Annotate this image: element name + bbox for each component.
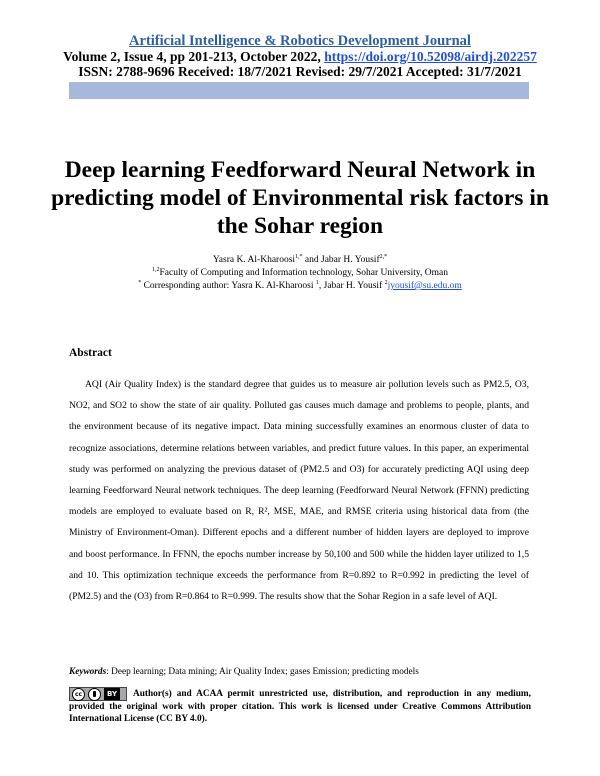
attribution-icon [88,688,101,701]
corr-sup-2: 2 [384,279,388,286]
issn-line: ISSN: 2788-9696 Received: 18/7/2021 Revised: 29/7/2021 Accepted: 31/7/2021 [78,64,522,79]
doi-link[interactable]: https://doi.org/10.52098/airdj.202257 [324,49,537,64]
corr-text-2: , Jabar H. Yousif [318,281,385,291]
journal-title-link[interactable]: Artificial Intelligence & Robotics Development Journal [129,33,471,49]
author-1: Yasra K. Al-Kharoosi [212,255,296,265]
corresponding-line [0,280,600,293]
author-2: Jabar H. Yousif [321,255,380,265]
author-1-sup: 1,* [295,253,303,260]
cc-by-badge-icon[interactable] [69,687,127,701]
keywords-text: : Deep learning; Data mining; Air Quality Index; gases Emission; predicting models [106,667,419,677]
keywords-line [69,667,529,677]
volume-line [0,49,600,64]
license-text: Author(s) and ACAA permit unrestricted use, distribution, and reproduction in any medium, provided the original work with proper citation. This work is licensed under Creative Commons Attribution International License (CC BY 4.0). [69,689,531,724]
authors-block [0,254,600,293]
author-2-sup: 2,* [379,253,388,260]
journal-header [0,34,600,79]
corr-sup: * [138,279,142,286]
license-block [69,687,531,725]
corr-sup-1: 1 [315,279,319,286]
cc-icon: cc [72,688,85,701]
by-label: BY [104,688,120,700]
paper-title: Deep learning Feedforward Neural Network in predicting model of Environmental risk factors in the Sohar region [51,157,549,239]
email-link[interactable]: jyousif@su.edu.om [387,281,462,291]
affiliation: Faculty of Computing and Information technology, Sohar University, Oman [159,268,448,278]
abstract-heading: Abstract [69,347,112,359]
abstract-body: AQI (Air Quality Index) is the standard degree that guides us to measure air pollution levels such as PM2.5, O3, NO2, and SO2 to show the state of air quality. Polluted gas causes much damage and problems to people, plants, and the environment because of its negative impact. Data mining successfully examines an enormous cluster of data to recognize associations, determine relations between variables, and predict future values. In this paper, an experimental study was performed on analyzing the previous dataset of (PM2.5 and O3) for accurately predicting AQI using deep learning Feedforward Neural network techniques. The deep learning (Feedforward Neural Network (FFNN) predicting models are employed to evaluate based on R, R², MSE, MAE, and RMSE criteria using historical data from (the Ministry of Environment-Oman). Different epochs and a different number of hidden layers are deployed to improve and boost performance. In FFNN, the epochs number increase by 50,100 and 500 while the hidden layer utilized to 1,5 and 10. This optimization technique exceeds the performance from R=0.892 to R=0.992 in predicting the level of (PM2.5) and the (O3) from R=0.864 to R=0.999. The results show that the Sohar Region in a safe level of AQI. [69,379,529,603]
affiliation-line [0,267,600,280]
header-bar [69,82,529,99]
author-line [0,254,600,267]
keywords-label: Keywords [69,667,107,677]
corr-text: Corresponding author: Yasra K. Al-Kharoosi [141,281,316,291]
volume-text: Volume 2, Issue 4, pp 201-213, October 2022, [63,49,325,64]
affiliation-sup: 1,2 [152,266,160,273]
author-and: and [302,255,322,265]
